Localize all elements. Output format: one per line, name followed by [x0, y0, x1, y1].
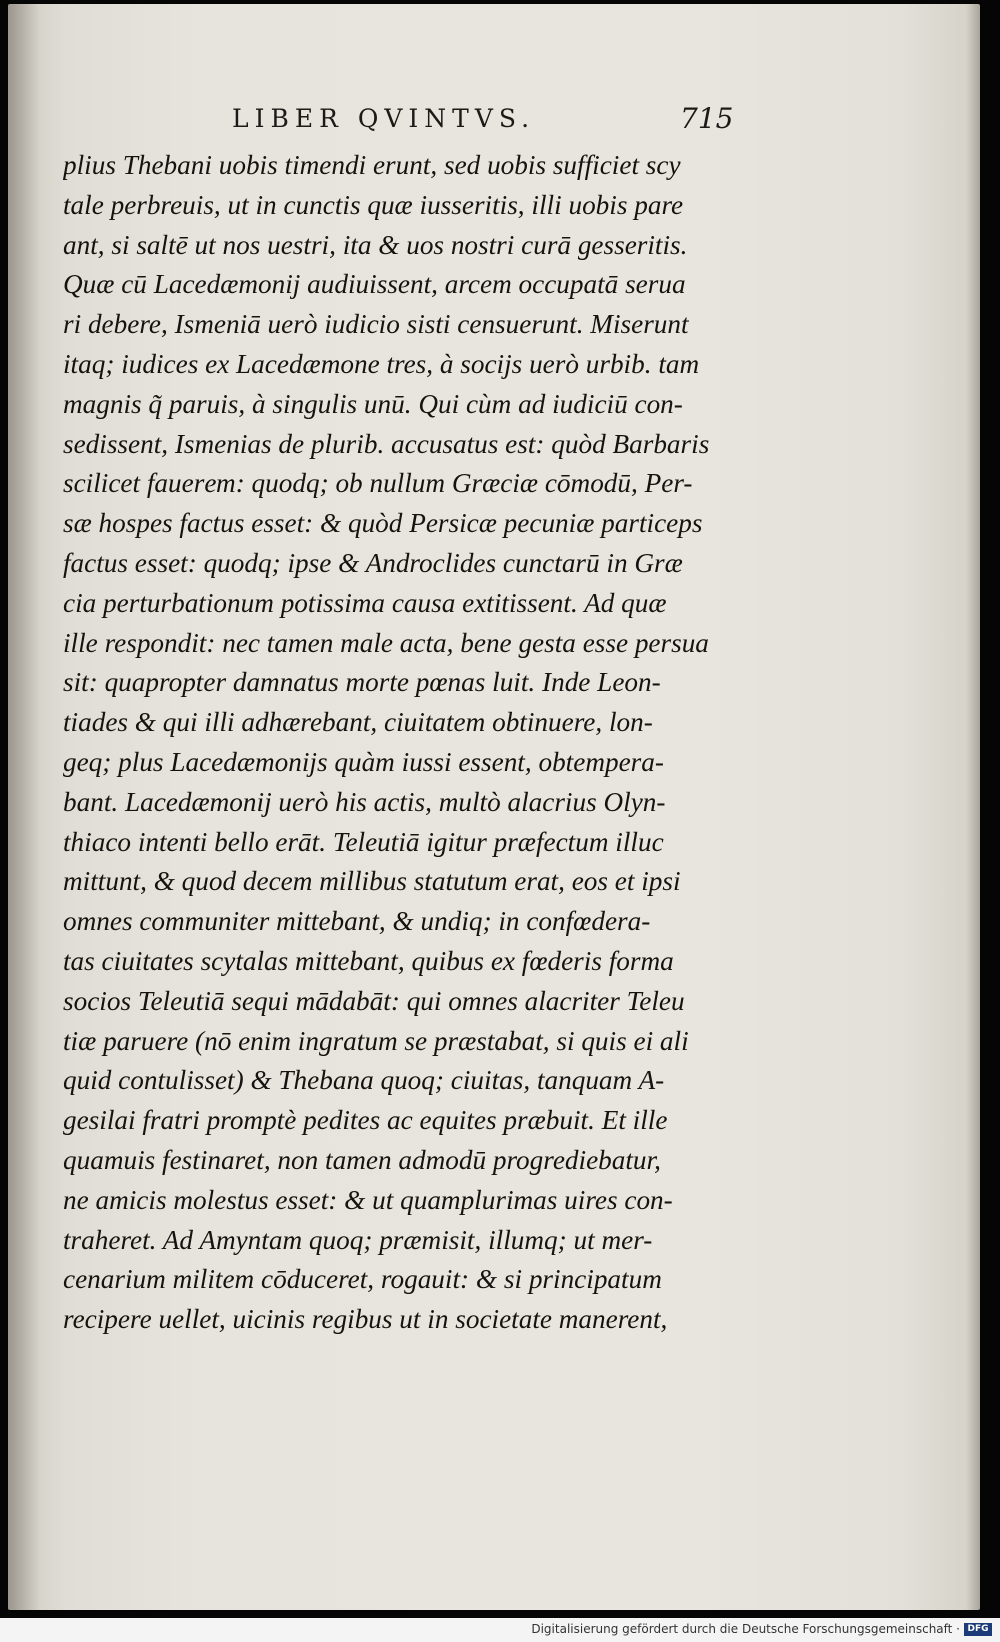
text-line: omnes communiter mittebant, & undiq; in confœdera- — [63, 905, 651, 937]
text-line: quid contulisset) & Thebana quoq; ciuitas, tanquam A- — [63, 1064, 665, 1096]
text-line: socios Teleutiā sequi mādabāt: qui omnes alacriter Teleu — [63, 984, 685, 1016]
text-line: tiæ paruere (nō enim ingratum se præstabat, si quis ei ali — [63, 1024, 689, 1056]
page-number: 715 — [680, 102, 734, 135]
text-line: mittunt, & quod decem millibus statutum erat, eos et ipsi — [63, 865, 681, 897]
text-line: sedissent, Ismenias de plurib. accusatus est: quòd Barbaris — [63, 427, 710, 459]
text-line: geq; plus Lacedæmonijs quàm iussi essent, obtempera- — [63, 745, 664, 777]
text-line: ant, si saltē ut nos uestri, ita & uos nostri curā gesseritis. — [63, 228, 688, 260]
page-header — [0, 104, 1000, 144]
text-line: cenarium militem cōduceret, rogauit: & si principatum — [63, 1263, 662, 1295]
funding-credit: Digitalisierung gefördert durch die Deutsche Forschungsgemeinschaft · — [531, 1622, 960, 1636]
text-line: magnis q̃ paruis, à singulis unū. Qui cùm ad iudiciū con- — [63, 387, 683, 419]
text-line: itaq; iudices ex Lacedæmone tres, à socijs uerò urbib. tam — [63, 347, 700, 379]
text-line: recipere uellet, uicinis regibus ut in societate manerent, — [63, 1303, 668, 1335]
text-line: Quæ cū Lacedæmonij audiuissent, arcem occupatā serua — [63, 268, 686, 300]
text-line: ne amicis molestus esset: & ut quamplurimas uires con- — [63, 1183, 673, 1215]
text-line: traheret. Ad Amyntam quoq; præmisit, illumq; ut mer- — [63, 1223, 653, 1255]
text-line: sit: quapropter damnatus morte pœnas luit. Inde Leon- — [63, 666, 661, 698]
dfg-logo-icon: DFG — [964, 1623, 992, 1636]
text-line: ille respondit: nec tamen male acta, bene gesta esse persua — [63, 626, 709, 658]
text-line: tas ciuitates scytalas mittebant, quibus ex fœderis forma — [63, 944, 674, 976]
text-line: cia perturbationum potissima causa extitissent. Ad quæ — [63, 586, 667, 618]
footer-bar — [0, 1618, 1000, 1642]
gutter-shadow — [8, 4, 40, 1610]
body-text — [63, 145, 735, 1339]
text-line: scilicet fauerет: quodq; ob nullum Græciæ cōmodū, Per- — [63, 467, 693, 499]
text-line: bant. Lacedæmonij uerò his actis, multò alacrius Olyn- — [63, 785, 666, 817]
text-line: tale perbreuis, ut in cunctis quæ iusseritis, illi uobis pare — [63, 188, 684, 220]
text-line: tiades & qui illi adhærebant, ciuitatem obtinuere, lon- — [63, 706, 653, 738]
text-line: ri debere, Ismeniā uerò iudicio sisti censuerunt. Miserunt — [63, 308, 689, 340]
text-line: gesilai fratri promptè pedites ac equites præbuit. Et ille — [63, 1104, 668, 1136]
text-line: plius Thebani uobis timendi erunt, sed uobis sufficiet scy — [63, 149, 681, 180]
text-line: quamuis festinaret, non tamen admodū progrediebatur, — [63, 1143, 661, 1175]
running-head: LIBER QVINTVS. — [232, 104, 536, 133]
page-edge — [966, 4, 980, 1610]
text-line: thiaco intenti bello erāt. Teleutiā igitur præfectum illuc — [63, 825, 664, 857]
text-line: factus esset: quodq; ipse & Androclides cunctarū in Græ — [63, 546, 683, 578]
text-line: sæ hospes factus esset: & quòd Persicæ pecuniæ particeps — [63, 507, 703, 539]
